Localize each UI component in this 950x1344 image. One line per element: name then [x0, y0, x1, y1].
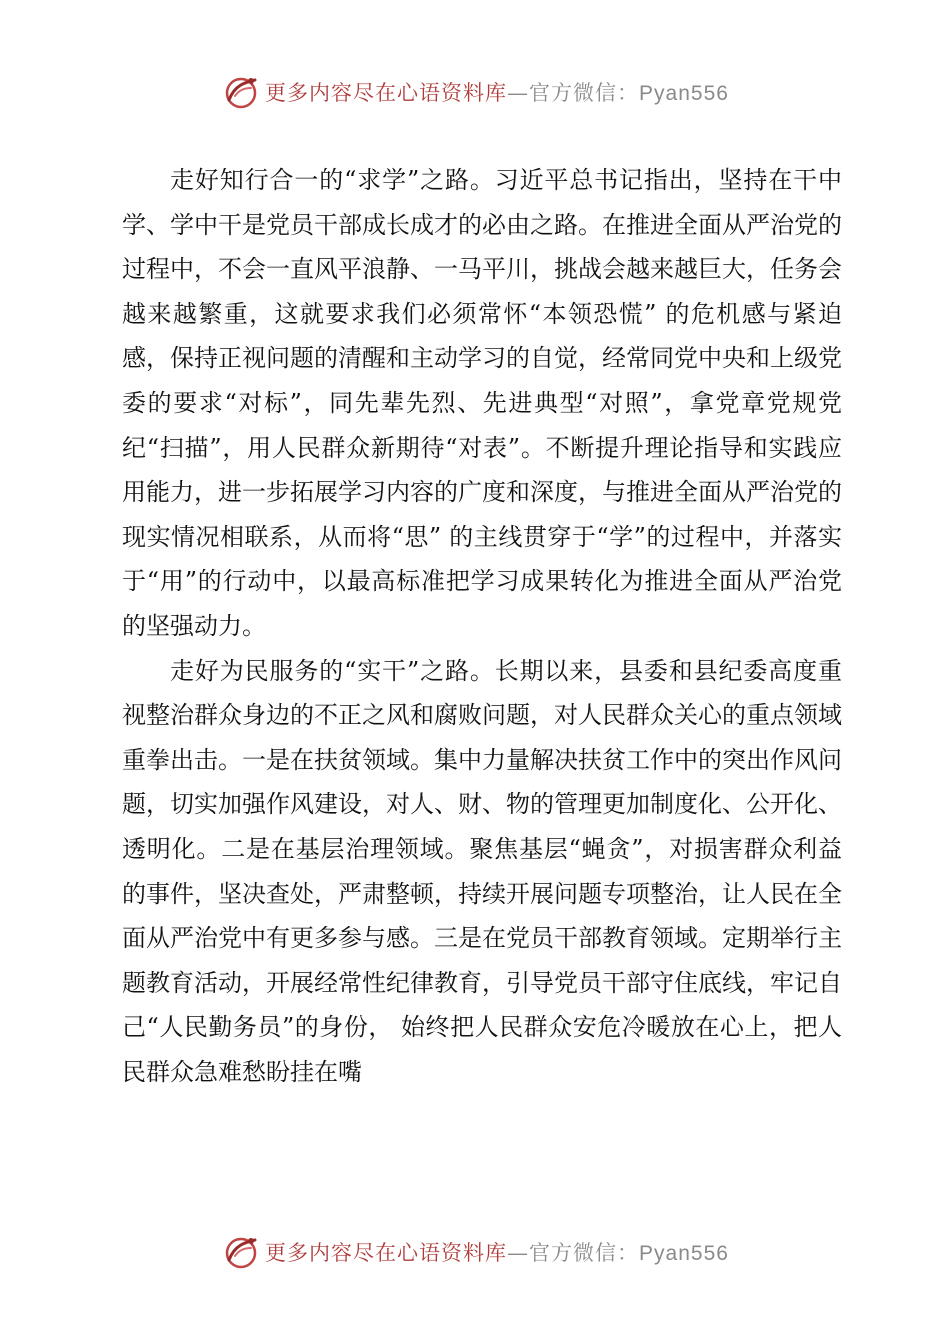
document-body: [122, 158, 842, 1094]
footer-banner-text: [265, 1237, 729, 1267]
banner-wechat-label: 官方微信：: [529, 81, 640, 105]
paragraph-1: 走好知行合一的“求学”之路。习近平总书记指出，坚持在干中学、学中干是党员干部成长成才的必由之路。在推进全面从严治党的过程中，不会一直风平浪静、一马平川，挑战会越来越巨大，任务会越来越繁重，这就要求我们必须常怀“本领恐慌” 的危机感与紧迫感，保持正视问题的清醒和主动学习的自觉，经常同党中央和上级党委的要求“对标”，同先辈先烈、先进典型“对照”，拿党章党规党纪“扫描”，用人民群众新期待“对表”。不断提升理论指导和实践应用能力，进一步拓展学习内容的广度和深度，与推进全面从严治党的现实情况相联系，从而将“思” 的主线贯穿于“学”的过程中，并落实于“用”的行动中，以最高标准把学习成果转化为推进全面从严治党的坚强动力。: [122, 166, 842, 640]
banner-wechat-label: 官方微信：: [529, 1241, 640, 1265]
logo-icon: [221, 72, 261, 112]
banner-dash: —: [507, 1241, 530, 1265]
banner-dash: —: [507, 81, 530, 105]
banner-title: 更多内容尽在心语资料库: [265, 1241, 508, 1265]
banner-wechat-id: Pyan556: [639, 1242, 729, 1265]
header-banner-text: [265, 77, 729, 107]
logo-icon: [221, 1232, 261, 1272]
banner-title: 更多内容尽在心语资料库: [265, 81, 508, 105]
footer-banner: [0, 1230, 950, 1274]
header-banner: [0, 70, 950, 114]
banner-wechat-id: Pyan556: [639, 82, 729, 105]
paragraph-2: 走好为民服务的“实干”之路。长期以来，县委和县纪委高度重视整治群众身边的不正之风和腐败问题，对人民群众关心的重点领域重拳出击。一是在扶贫领域。集中力量解决扶贫工作中的突出作风问题，切实加强作风建设，对人、财、物的管理更加制度化、公开化、透明化。二是在基层治理领域。聚焦基层“蝇贪”，对损害群众利益的事件，坚决查处，严肃整顿，持续开展问题专项整治，让人民在全面从严治党中有更多参与感。三是在党员干部教育领域。定期举行主题教育活动，开展经常性纪律教育，引导党员干部守住底线，牢记自己“人民勤务员”的身份， 始终把人民群众安危冷暖放在心上，把人民群众急难愁盼挂在嘴: [122, 656, 842, 1086]
